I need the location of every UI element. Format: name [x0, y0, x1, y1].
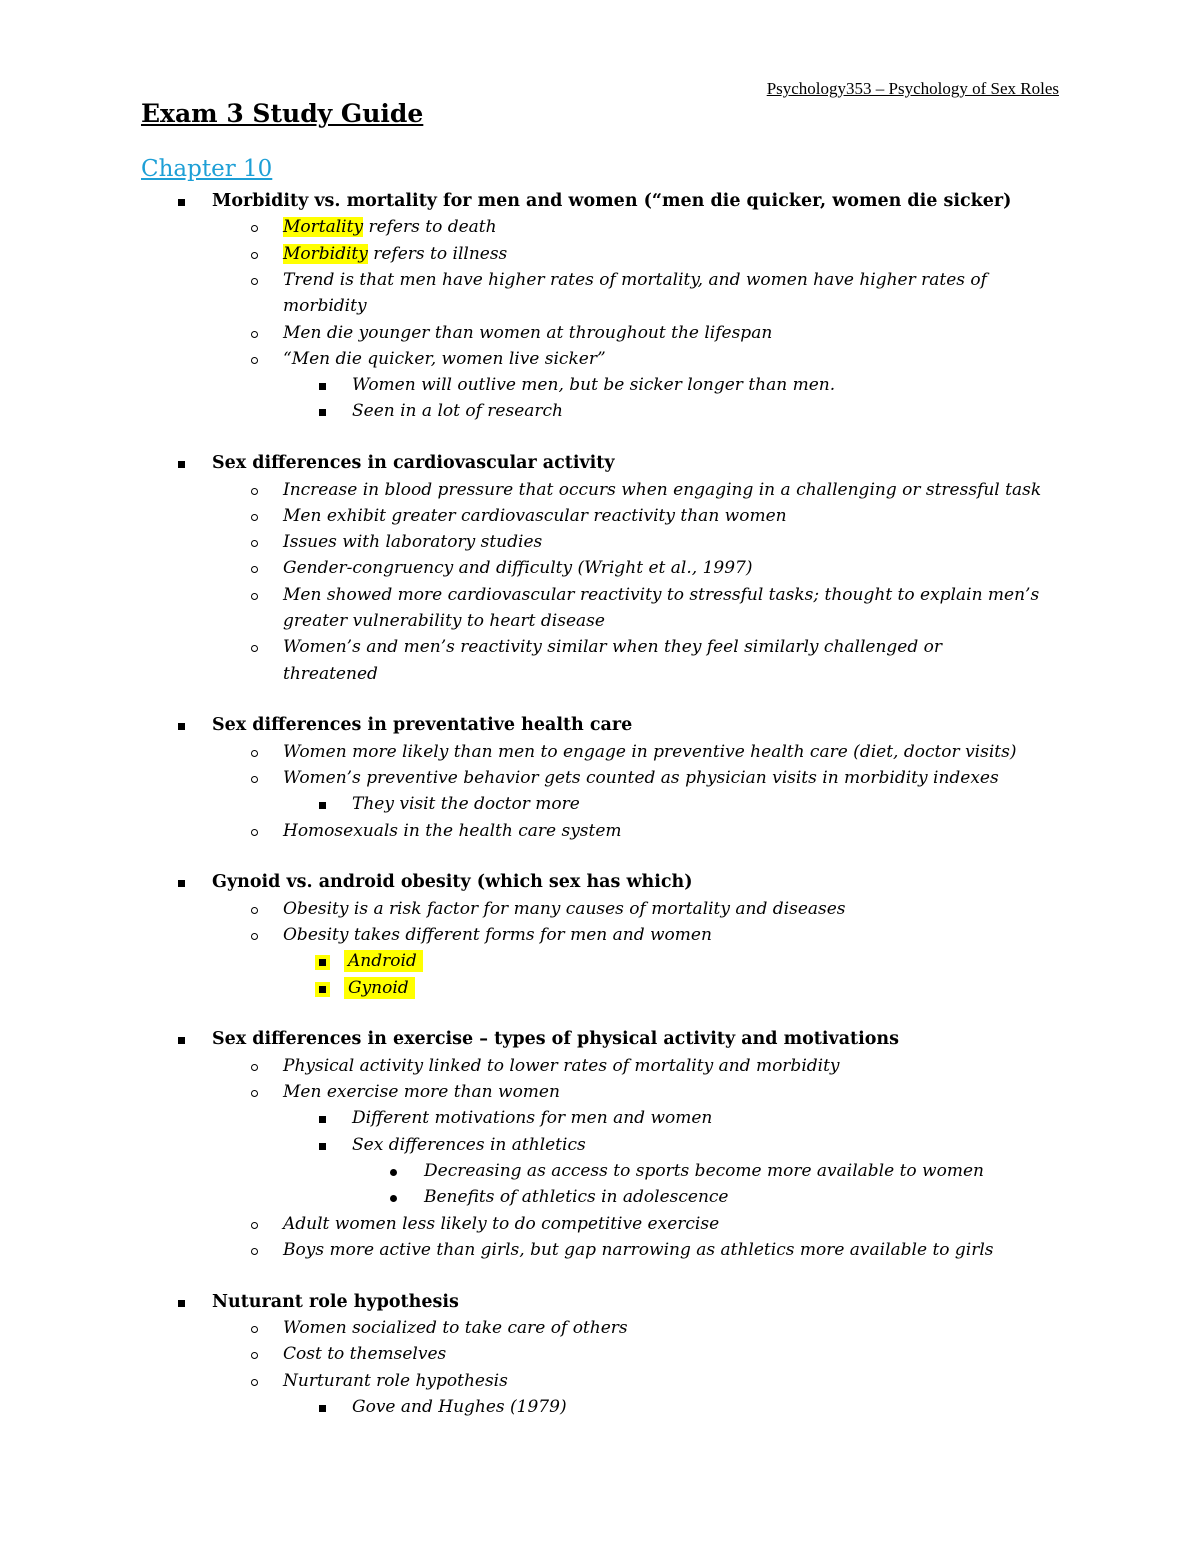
- item-text: Men showed more cardiovascular reactivity to stressful tasks; thought to explain men’s: [283, 584, 1040, 605]
- square-bullet-icon: [319, 986, 326, 993]
- square-bullet-icon: [319, 383, 326, 390]
- circle-bullet-icon: [251, 829, 258, 836]
- item-text: Sex differences in athletics: [352, 1134, 586, 1155]
- item-text: Obesity takes different forms for men and women: [283, 925, 712, 945]
- square-bullet-icon: [178, 723, 185, 730]
- item-text: Decreasing as access to sports become more available to women: [424, 1160, 984, 1181]
- item-text: Sex differences in cardiovascular activity: [212, 453, 615, 474]
- dot-bullet-icon: [390, 1169, 397, 1176]
- square-bullet-icon: [319, 802, 326, 809]
- circle-bullet-icon: [251, 278, 258, 285]
- circle-bullet-icon: [251, 1090, 258, 1097]
- item-text: refers to illness: [367, 243, 508, 264]
- item-text: Cost to themselves: [283, 1344, 447, 1365]
- circle-bullet-icon: [251, 750, 258, 757]
- item-text: “Men die quicker, women live sicker”: [283, 348, 606, 369]
- item-text: Morbidity vs. mortality for men and women (“men die quicker, women die sicker): [212, 191, 1012, 211]
- item-text: Issues with laboratory studies: [283, 532, 543, 553]
- circle-bullet-icon: [251, 488, 258, 495]
- circle-bullet-icon: [251, 1379, 258, 1386]
- course-header: Psychology353 – Psychology of Sex Roles: [766, 79, 1059, 98]
- highlighted-term: Morbidity: [283, 243, 368, 264]
- item-text: Nuturant role hypothesis: [212, 1291, 459, 1312]
- item-text: Gynoid: [344, 977, 415, 999]
- circle-bullet-icon: [251, 540, 258, 547]
- circle-bullet-icon: [251, 566, 258, 573]
- circle-bullet-icon: [251, 593, 258, 600]
- circle-bullet-icon: [251, 1248, 258, 1255]
- square-bullet-icon: [319, 959, 326, 966]
- square-bullet-icon: [178, 880, 185, 887]
- chapter-heading: Chapter 10: [141, 156, 273, 182]
- item-text: Trend is that men have higher rates of mortality, and women have higher rates of: [283, 269, 987, 290]
- item-text: Women will outlive men, but be sicker longer than men.: [352, 375, 836, 396]
- item-text: They visit the doctor more: [352, 794, 580, 815]
- item-text: refers to death: [363, 217, 497, 238]
- square-bullet-icon: [178, 461, 185, 468]
- item-text: Men die younger than women at throughout the lifespan: [283, 322, 773, 343]
- item-text: Men exercise more than women: [283, 1082, 560, 1102]
- circle-bullet-icon: [251, 225, 258, 232]
- circle-bullet-icon: [251, 514, 258, 521]
- item-text: greater vulnerability to heart disease: [283, 611, 605, 631]
- item-text: Women more likely than men to engage in preventive health care (diet, doctor visits): [283, 741, 1017, 762]
- item-text: Android: [344, 950, 423, 972]
- square-bullet-icon: [178, 1300, 185, 1307]
- circle-bullet-icon: [251, 776, 258, 783]
- square-bullet-icon: [319, 409, 326, 416]
- item-text: Physical activity linked to lower rates of mortality and morbidity: [283, 1055, 840, 1076]
- item-text: Sex differences in preventative health care: [212, 715, 633, 736]
- circle-bullet-icon: [251, 1326, 258, 1333]
- circle-bullet-icon: [251, 1352, 258, 1359]
- item-text: threatened: [283, 663, 378, 684]
- item-text: Adult women less likely to do competitive exercise: [283, 1213, 720, 1234]
- item-text: Homosexuals in the health care system: [283, 820, 622, 841]
- circle-bullet-icon: [251, 645, 258, 652]
- circle-bullet-icon: [251, 1064, 258, 1071]
- circle-bullet-icon: [251, 933, 258, 940]
- circle-bullet-icon: [251, 252, 258, 259]
- item-text: Boys more active than girls, but gap narrowing as athletics more available to girls: [283, 1239, 994, 1260]
- item-text: Gove and Hughes (1979): [352, 1396, 567, 1417]
- item-text: morbidity: [283, 296, 367, 317]
- item-text: Gender-congruency and difficulty (Wright et al., 1997): [283, 558, 753, 579]
- square-bullet-icon: [178, 199, 185, 206]
- square-bullet-icon: [319, 1116, 326, 1123]
- item-text: Obesity is a risk factor for many causes of mortality and diseases: [283, 898, 846, 919]
- square-bullet-icon: [178, 1037, 185, 1044]
- highlighted-term: Mortality: [283, 217, 364, 238]
- circle-bullet-icon: [251, 357, 258, 364]
- square-bullet-icon: [319, 1405, 326, 1412]
- item-text: Sex differences in exercise – types of physical activity and motivations: [212, 1029, 900, 1050]
- item-text: Women’s preventive behavior gets counted as physician visits in morbidity indexes: [283, 768, 999, 788]
- square-bullet-icon: [319, 1143, 326, 1150]
- circle-bullet-icon: [251, 1222, 258, 1229]
- item-text: Seen in a lot of research: [352, 401, 563, 422]
- item-text: Increase in blood pressure that occurs when engaging in a challenging or stressful task: [283, 479, 1042, 500]
- circle-bullet-icon: [251, 907, 258, 914]
- item-text: Benefits of athletics in adolescence: [424, 1187, 729, 1208]
- item-text: Men exhibit greater cardiovascular reactivity than women: [283, 505, 787, 526]
- item-text: Nurturant role hypothesis: [283, 1370, 508, 1391]
- item-text: Different motivations for men and women: [352, 1108, 713, 1129]
- circle-bullet-icon: [251, 331, 258, 338]
- item-text: Women socialized to take care of others: [283, 1317, 628, 1338]
- item-text: Women’s and men’s reactivity similar when they feel similarly challenged or: [283, 637, 943, 658]
- item-text: Gynoid vs. android obesity (which sex has which): [212, 872, 693, 893]
- dot-bullet-icon: [390, 1195, 397, 1202]
- document-title: Exam 3 Study Guide: [141, 99, 424, 128]
